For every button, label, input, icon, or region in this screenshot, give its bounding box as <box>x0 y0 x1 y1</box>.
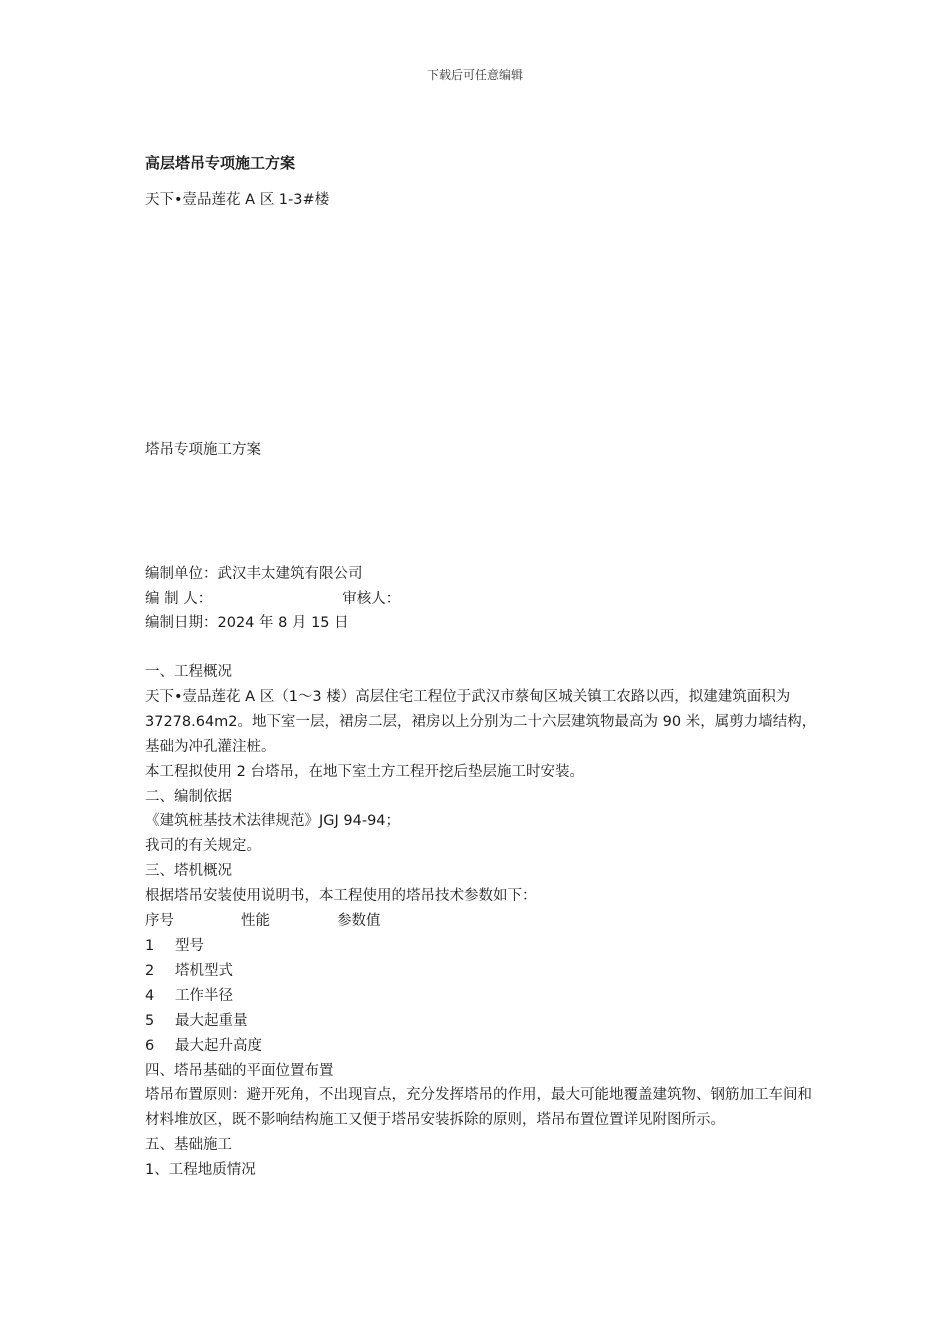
header-cell: 参数值 <box>337 913 381 930</box>
param-label: 型号 <box>175 937 204 954</box>
paragraph: 天下•壹品莲花 A 区（1～3 楼）高层住宅工程位于武汉市蔡甸区城关镇工农路以西，拟建建筑面积为 37278.64m2。地下室一层，裙房二层，裙房以上分别为二十六层建筑物最高为 90 米，属剪力墙结构，基础为冲孔灌注桩。 <box>145 688 817 755</box>
param-row <box>145 959 825 984</box>
param-num: 5 <box>145 1012 155 1029</box>
param-table-header <box>145 909 825 934</box>
paragraph: 塔吊布置原则：避开死角，不出现盲点，充分发挥塔吊的作用，最大可能地覆盖建筑物、钢筋加工车间和材料堆放区，既不影响结构施工又便于塔吊安装拆除的原则，塔吊布置位置详见附图所示。 <box>145 1087 812 1129</box>
param-label: 最大起重量 <box>175 1012 248 1029</box>
param-num: 4 <box>145 987 155 1004</box>
param-row <box>145 1009 825 1034</box>
param-row <box>145 984 825 1009</box>
author-row <box>145 587 400 612</box>
param-row <box>145 1034 825 1059</box>
header-cell: 序号 <box>145 913 174 930</box>
section-heading: 五、基础施工 <box>145 1137 232 1154</box>
paragraph: 本工程拟使用 2 台塔吊，在地下室土方工程开挖后垫层施工时安装。 <box>145 763 584 780</box>
reviewer-label: 审核人： <box>342 590 401 607</box>
compile-date: 编制日期：2024 年 8 月 15 日 <box>145 615 349 631</box>
project-subtitle: 天下•壹品莲花 A 区 1-3#楼 <box>145 192 330 208</box>
document-meta <box>145 562 400 636</box>
param-row <box>145 934 825 959</box>
paragraph: 根据塔吊安装使用说明书，本工程使用的塔吊技术参数如下： <box>145 888 537 905</box>
param-num: 6 <box>145 1037 155 1054</box>
param-label: 最大起升高度 <box>175 1037 262 1054</box>
header-cell: 性能 <box>241 913 270 930</box>
paragraph: 我司的有关规定。 <box>145 838 261 855</box>
param-label: 塔机型式 <box>175 962 233 979</box>
section-heading: 一、工程概况 <box>145 664 232 680</box>
section-heading: 四、塔吊基础的平面位置布置 <box>145 1062 334 1079</box>
paragraph: 《建筑桩基技术法律规范》JGJ 94-94； <box>145 813 401 830</box>
document-body <box>145 660 825 1183</box>
param-label: 工作半径 <box>175 987 233 1004</box>
plan-name: 塔吊专项施工方案 <box>145 442 261 458</box>
section-heading: 三、塔机概况 <box>145 863 232 880</box>
section-heading: 二、编制依据 <box>145 788 232 805</box>
param-num: 2 <box>145 962 155 979</box>
compiling-unit: 编制单位：武汉丰太建筑有限公司 <box>145 566 363 582</box>
document-title: 高层塔吊专项施工方案 <box>145 154 296 172</box>
header-note: 下载后可任意编辑 <box>426 68 523 82</box>
paragraph: 1、工程地质情况 <box>145 1162 256 1179</box>
param-num: 1 <box>145 937 155 954</box>
author-label: 编 制 人： <box>145 590 213 607</box>
